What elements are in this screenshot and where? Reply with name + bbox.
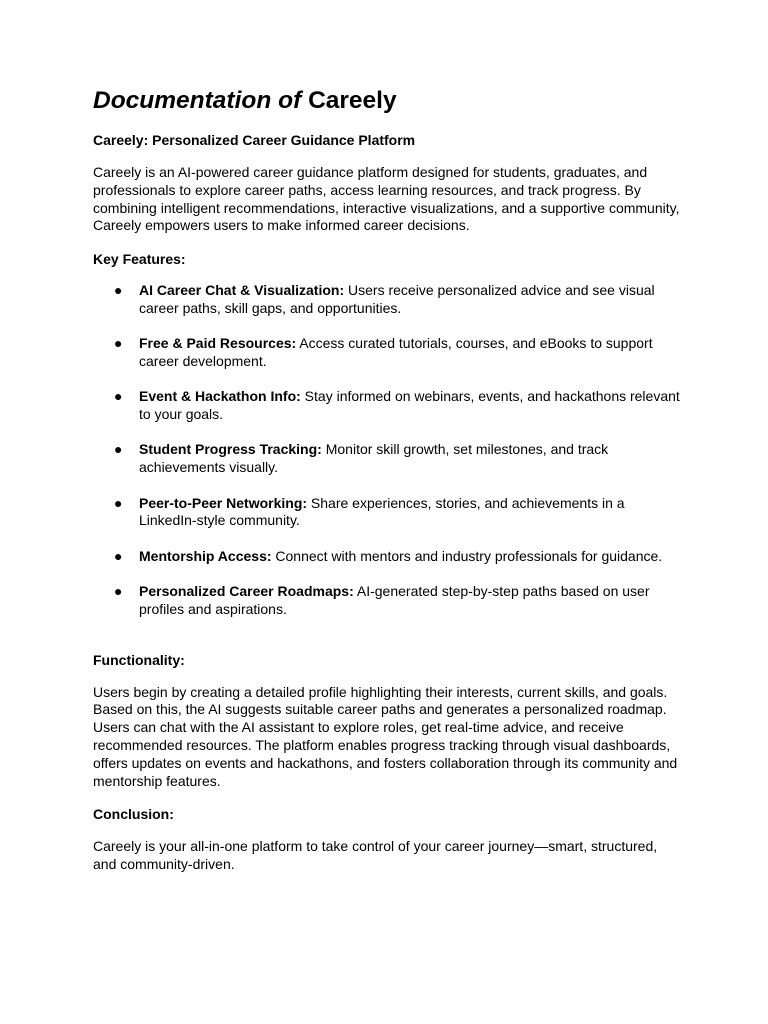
feature-description: Stay informed on webinars, events, and hackathons relevant to your goals. [139, 388, 680, 423]
functionality-heading: Functionality: [93, 651, 185, 668]
feature-description: AI-generated step-by-step paths based on user profiles and aspirations. [139, 582, 650, 617]
key-features-heading: Key Features: [93, 251, 186, 268]
feature-description: Share experiences, stories, and achievements in a LinkedIn-style community. [139, 494, 625, 529]
feature-name: Peer-to-Peer Networking: [139, 494, 308, 511]
feature-description: Access curated tutorials, courses, and eBooks to support career development. [139, 335, 653, 370]
conclusion-paragraph: Careely is your all-in-one platform to take control of your career journey—smart, structured, and community-driven. [93, 838, 658, 873]
functionality-paragraph: Users begin by creating a detailed profile highlighting their interests, current skills, and goals. Based on this, the AI suggests suitable career paths and generates a personalized roadmap. Users can chat with the AI assistant to explore roles, get real-time advice, and receive recommended resources. The platform enables progress tracking through visual dashboards, offers updates on events and hackathons, and fosters collaboration through its community and mentorship features. [93, 683, 678, 789]
feature-name: Student Progress Tracking: [139, 441, 322, 458]
feature-name: AI Career Chat & Visualization: [139, 282, 345, 299]
feature-item-roadmaps [93, 583, 683, 619]
bullet-icon: ● [114, 282, 123, 299]
bullet-icon: ● [114, 388, 123, 405]
bullet-icon: ● [114, 335, 123, 352]
intro-paragraph: Careely is an AI-powered career guidance platform designed for students, graduates, and professionals to explore career paths, access learning resources, and track progress. By combining intelligent recommendations, interactive visualizations, and a supportive community, Careely empowers users to make informed career decisions. [93, 164, 680, 234]
document-title [93, 84, 683, 118]
feature-item-networking [93, 495, 683, 531]
feature-item-resources [93, 335, 683, 371]
feature-name: Free & Paid Resources: [139, 335, 297, 352]
feature-name: Personalized Career Roadmaps: [139, 582, 354, 599]
feature-item-ai-career-chat [93, 282, 683, 318]
key-features-list [93, 282, 683, 618]
bullet-icon: ● [114, 494, 123, 511]
feature-name: Event & Hackathon Info: [139, 388, 301, 405]
document-page [93, 84, 683, 874]
feature-description: Connect with mentors and industry professionals for guidance. [271, 547, 663, 564]
bullet-icon: ● [114, 547, 123, 564]
feature-item-mentorship [93, 548, 683, 566]
bullet-icon: ● [114, 441, 123, 458]
feature-description: Monitor skill growth, set milestones, and track achievements visually. [139, 441, 609, 476]
document-subtitle: Careely: Personalized Career Guidance Platform [93, 132, 416, 148]
feature-description: Users receive personalized advice and see visual career paths, skill gaps, and opportunities. [139, 282, 655, 316]
bullet-icon: ● [114, 582, 123, 599]
feature-name: Mentorship Access: [139, 547, 272, 564]
feature-item-events [93, 388, 683, 424]
feature-item-progress-tracking [93, 441, 683, 477]
document-title-italic: Documentation of [93, 87, 302, 114]
document-title-name: Careely [308, 87, 397, 114]
conclusion-heading: Conclusion: [93, 806, 174, 823]
